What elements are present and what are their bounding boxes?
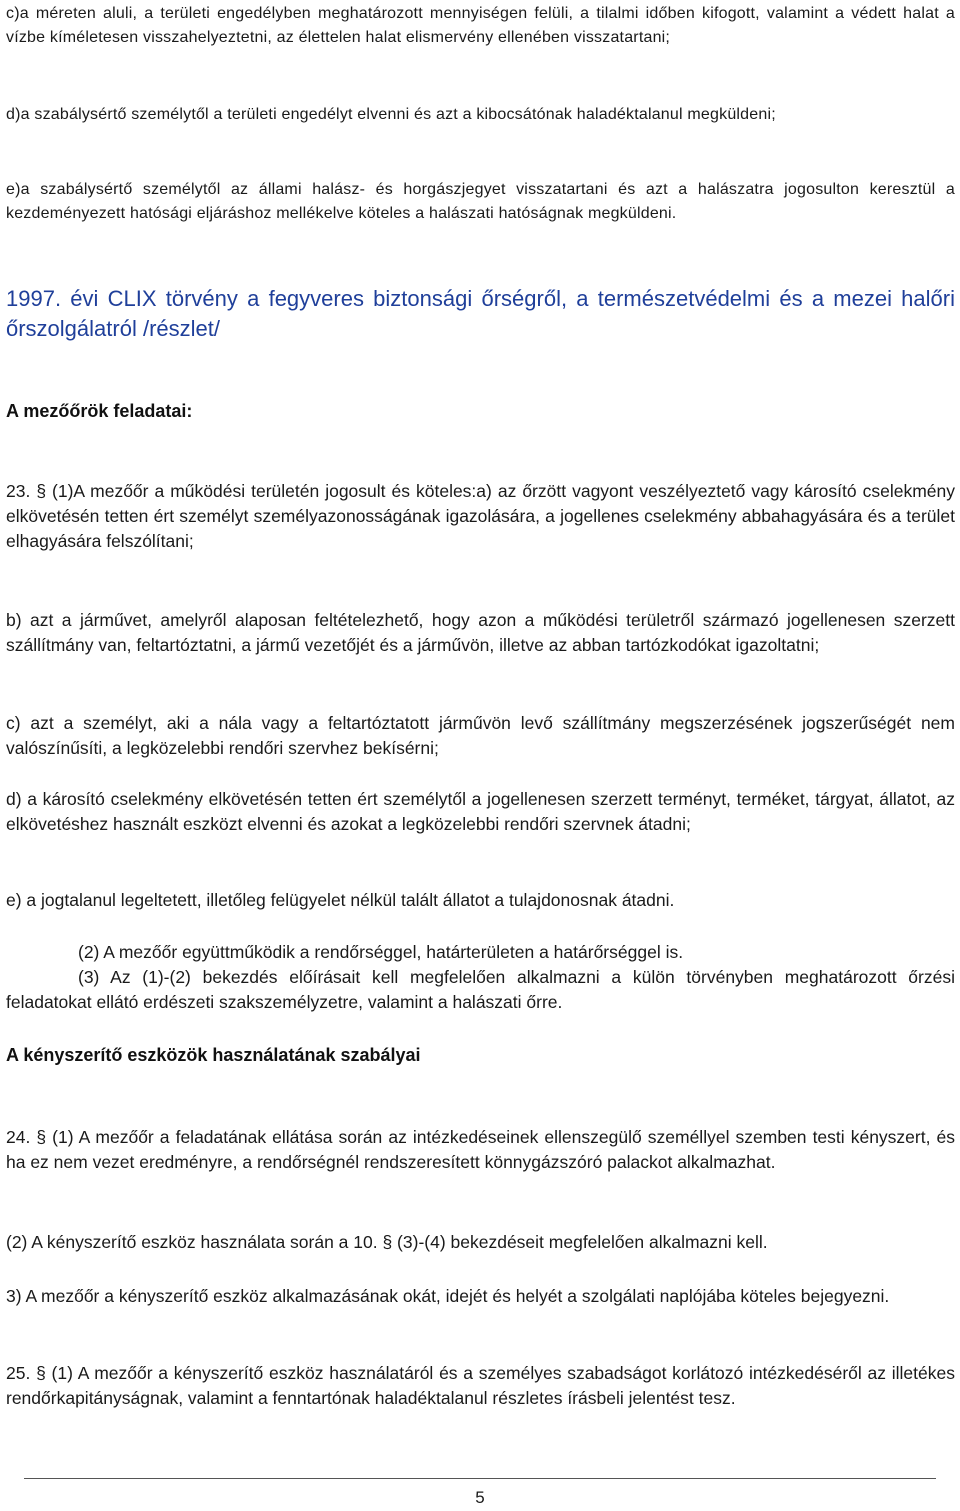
paragraph-23-1a: 23. § (1)A mezőőr a működési területén jogosult és köteles:a) az őrzött vagyont veszélyeztető vagy károsító cselekmény elkövetésén tetten ért személyt személyazonosságának igazolására, a jogellenes cselekmény abbahagyására és a terület elhagyására felszólítani; — [6, 481, 955, 551]
section-heading-coercive: A kényszerítő eszközök használatának szabályai — [6, 1045, 421, 1065]
paragraph-d-a: d)a szabálysértő személytől a területi engedélyt elvenni és azt a kibocsátónak haladéktalanul megküldeni; — [6, 106, 776, 123]
footer-divider — [24, 1478, 936, 1479]
paragraph-24-2: (2) A kényszerítő eszköz használata során a 10. § (3)-(4) bekezdéseit megfelelően alkalmazni kell. — [6, 1232, 768, 1252]
paragraph-23-e: e) a jogtalanul legeltetett, illetőleg felügyelet nélkül talált állatot a tulajdonosnak átadni. — [6, 890, 675, 910]
law-title: 1997. évi CLIX törvény a fegyveres biztonsági őrségről, a természetvédelmi és a mezei halőri őrszolgálatról /részlet/ — [6, 286, 955, 341]
paragraph-24-1: 24. § (1) A mezőőr a feladatának ellátása során az intézkedéseinek ellenszegülő személlyel szemben testi kényszert, és ha ez nem vezet eredményre, a rendőrségnél rendszeresített könnygázszóró palackot alkalmazhat. — [6, 1127, 955, 1172]
paragraph-23-c: c) azt a személyt, aki a nála vagy a feltartóztatott járművön levő szállítmány megszerzésének jogszerűségét nem valószínűsíti, a legközelebbi rendőri szervhez bekísérni; — [6, 713, 955, 758]
paragraph-c-a: c)a méreten aluli, a területi engedélyben meghatározott mennyiségen felüli, a tilalmi időben kifogott, valamint a védett halat a vízbe kíméletesen visszahelyeztetni, az élettelen halat elismervény ellenében visszatartani; — [6, 5, 955, 46]
paragraph-23-b: b) azt a járművet, amelyről alaposan feltételezhető, hogy azon a működési területről származó jogellenesen szerzett szállítmány van, feltartóztatni, a jármű vezetőjét és a járművön, illetve az abban tartózkodókat igazoltatni; — [6, 610, 955, 655]
paragraph-e-a: e)a szabálysértő személytől az állami halász- és horgászjegyet visszatartani és azt a halászatra jogosulton keresztül a kezdeményezett hatósági eljáráshoz mellékelve köteles a halászati hatóságnak megküldeni. — [6, 181, 955, 222]
paragraph-23-2: (2) A mezőőr együttműködik a rendőrséggel, határterületen a határőrséggel is. — [78, 942, 684, 962]
paragraph-23-d: d) a károsító cselekmény elkövetésén tetten ért személytől a jogellenesen szerzett terményt, terméket, tárgyat, állatot, az elkövetéshez használt eszközt elvenni és azokat a legközelebbi rendőri szervnek átadni; — [6, 789, 955, 834]
paragraph-23-3: (3) Az (1)-(2) bekezdés előírásait kell megfelelően alkalmazni a külön törvényben meghatározott őrzési feladatokat ellátó erdészeti szakszemélyzetre, valamint a halászati őrre. — [6, 967, 955, 1012]
paragraph-24-3: 3) A mezőőr a kényszerítő eszköz alkalmazásának okát, idejét és helyét a szolgálati naplójába köteles bejegyezni. — [6, 1286, 890, 1306]
section-heading-tasks: A mezőőrök feladatai: — [6, 401, 193, 421]
page-number: 5 — [475, 1488, 485, 1507]
paragraph-25: 25. § (1) A mezőőr a kényszerítő eszköz használatáról és a személyes szabadságot korlátozó intézkedéséről az illetékes rendőrkapitányságnak, valamint a fenntartónak haladéktalanul részletes írásbeli jelentést tesz. — [6, 1363, 955, 1408]
